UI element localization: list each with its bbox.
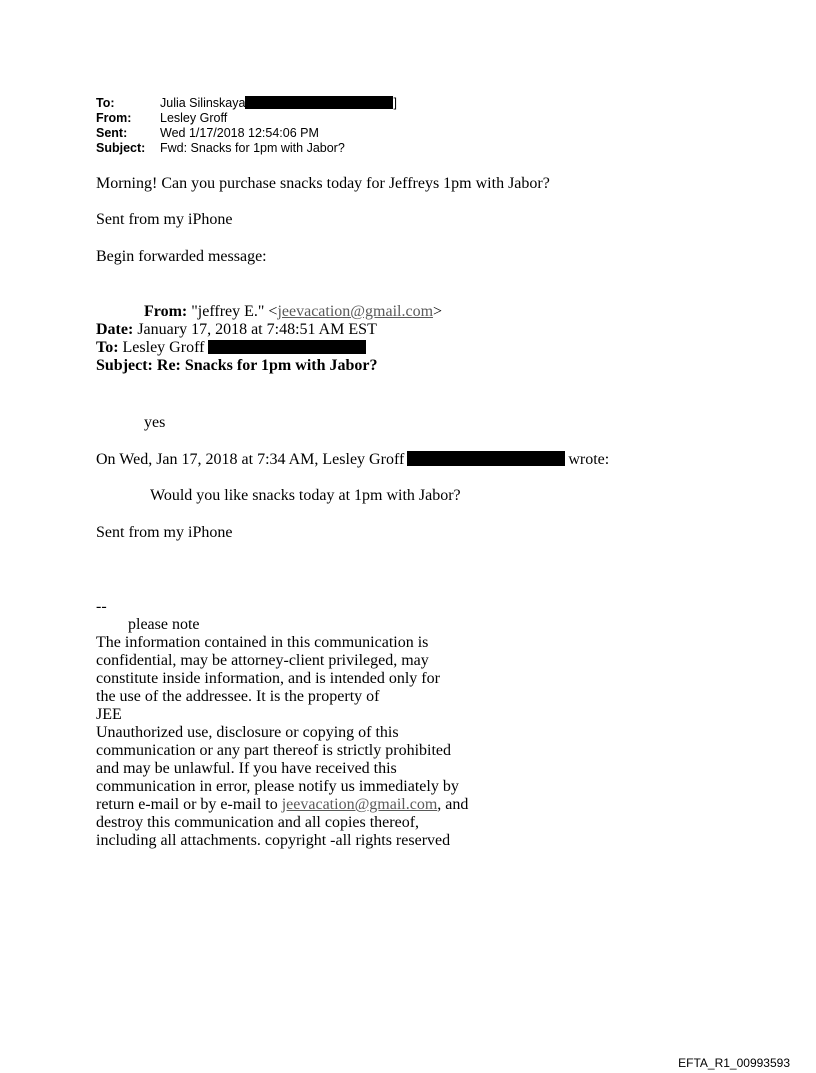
sent-from-iphone-1: Sent from my iPhone	[96, 211, 233, 228]
disclaimer-return-line	[96, 796, 468, 814]
disclaimer-line: communication or any part thereof is strictly prohibited	[96, 742, 452, 759]
fwd-from-email-link[interactable]: jeevacation@gmail.com	[277, 303, 434, 320]
from-value: Lesley Groff	[160, 111, 228, 125]
disclaimer-line: JEE	[96, 706, 122, 723]
disclaimer-line: including all attachments. copyright -all rights reserved	[96, 832, 451, 849]
fwd-to-row	[96, 339, 366, 357]
disclaimer-line: destroy this communication and all copies thereof,	[96, 814, 420, 831]
redaction-bar	[208, 340, 366, 354]
to-label: To:	[96, 96, 115, 110]
redaction-bracket: ]	[393, 96, 397, 110]
to-value: Julia Silinskaya	[160, 96, 246, 110]
header-sent-row	[96, 126, 397, 141]
on-wed-prefix: On Wed, Jan 17, 2018 at 7:34 AM, Lesley Groff	[96, 451, 405, 468]
fwd-date-label: Date:	[96, 321, 134, 338]
subject-value: Fwd: Snacks for 1pm with Jabor?	[160, 141, 345, 155]
reply-yes: yes	[144, 414, 166, 431]
sent-from-iphone-2: Sent from my iPhone	[96, 524, 233, 541]
fwd-date-value: January 17, 2018 at 7:48:51 AM EST	[137, 321, 377, 338]
fwd-to-value: Lesley Groff	[122, 339, 205, 356]
return-prefix: return e-mail or by e-mail to	[96, 796, 282, 813]
header-to-row	[96, 96, 397, 111]
fwd-from-label: From:	[144, 303, 188, 320]
disclaimer	[96, 634, 468, 850]
begin-forwarded: Begin forwarded message:	[96, 248, 267, 265]
redaction-bar	[407, 451, 565, 466]
fwd-to-label: To:	[96, 339, 119, 356]
header-subject-row	[96, 141, 397, 156]
document-id: EFTA_R1_00993593	[678, 1056, 790, 1070]
email-header	[96, 96, 397, 156]
please-note: please note	[128, 616, 200, 633]
from-label: From:	[96, 111, 132, 125]
fwd-from-row	[144, 303, 442, 321]
disclaimer-line: constitute inside information, and is intended only for	[96, 670, 440, 687]
return-email-link[interactable]: jeevacation@gmail.com	[281, 796, 438, 813]
fwd-subject-row: Subject: Re: Snacks for 1pm with Jabor?	[96, 357, 378, 374]
disclaimer-line: The information contained in this communication is	[96, 634, 429, 651]
on-wed-row	[96, 451, 609, 469]
disclaimer-line: confidential, may be attorney-client privileged, may	[96, 652, 429, 669]
header-from-row	[96, 111, 397, 126]
sent-value: Wed 1/17/2018 12:54:06 PM	[160, 126, 319, 140]
signature-dashes: --	[96, 598, 107, 615]
disclaimer-line: communication in error, please notify us immediately by	[96, 778, 459, 795]
sent-label: Sent:	[96, 126, 128, 140]
on-wed-suffix: wrote:	[568, 451, 610, 468]
subject-label: Subject:	[96, 141, 146, 155]
return-suffix: , and	[437, 796, 469, 813]
fwd-from-close: >	[433, 303, 443, 320]
disclaimer-line: the use of the addressee. It is the property of	[96, 688, 380, 705]
body-line-1: Morning! Can you purchase snacks today for Jeffreys 1pm with Jabor?	[96, 175, 550, 192]
fwd-from-name: "jeffrey E." <	[191, 303, 278, 320]
quoted-question: Would you like snacks today at 1pm with Jabor?	[150, 487, 461, 504]
disclaimer-line: and may be unlawful. If you have received this	[96, 760, 397, 777]
redaction-bar	[245, 96, 393, 109]
fwd-date-row	[96, 321, 377, 339]
disclaimer-line: Unauthorized use, disclosure or copying of this	[96, 724, 399, 741]
